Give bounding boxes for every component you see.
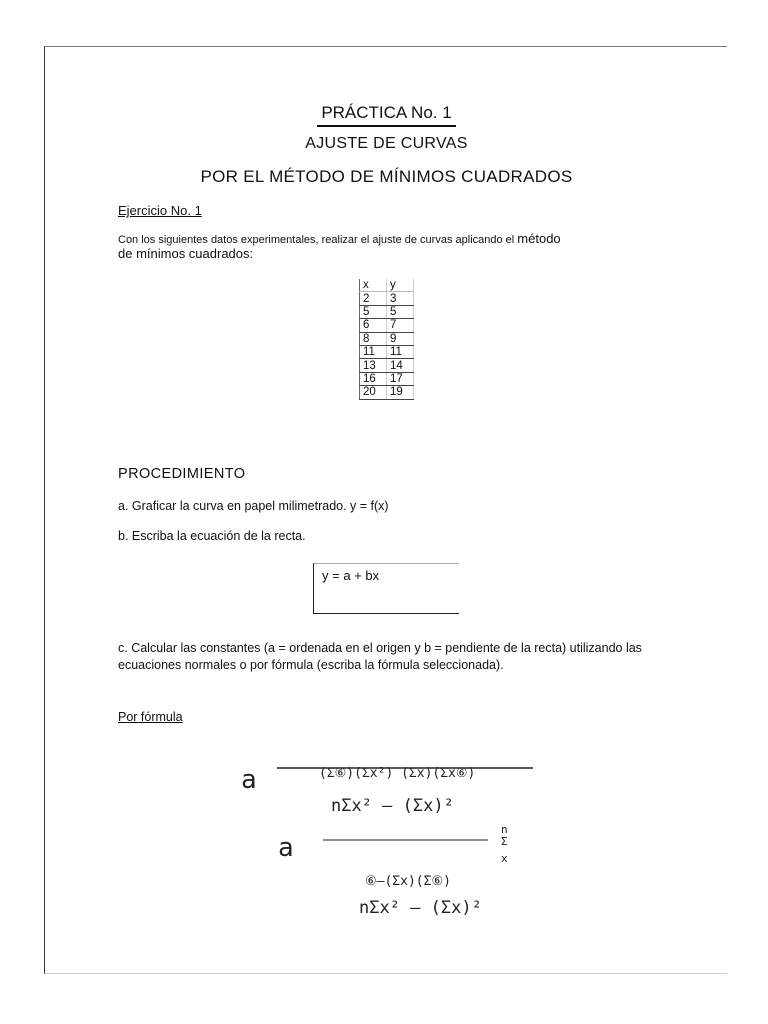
page-subtitle-2: POR EL MÉTODO DE MÍNIMOS CUADRADOS: [200, 167, 573, 186]
table-cell: 5: [360, 305, 387, 318]
page-title: PRÁCTICA No. 1: [45, 103, 728, 127]
formula2-side-top: n: [501, 823, 508, 836]
formula2-numerator: ⑥–(Σx)(Σ⑥): [365, 874, 451, 889]
table-cell: 11: [360, 345, 387, 358]
page-subtitle: AJUSTE DE CURVAS: [305, 135, 468, 152]
step-c-text: c. Calcular las constantes (a = ordenada en el origen y b = pendiente de la recta) utilizando las ecuaciones normales o por fórmula (escriba la fórmula seleccionada).: [118, 641, 642, 672]
exercise-heading: Ejercicio No. 1: [118, 203, 202, 218]
formula2-side-mid: Σ: [501, 835, 508, 848]
table-cell: 13: [360, 359, 387, 372]
formula-heading: Por fórmula: [118, 710, 183, 724]
table-cell: 9: [387, 332, 414, 345]
table-cell: 5: [387, 305, 414, 318]
formula1-numerator: (Σ⑥)(Σx²) (Σx)(Σx⑥): [319, 766, 476, 781]
formula1-denominator: nΣx² – (Σx)²: [331, 796, 454, 816]
intro-large-text-2: de mínimos cuadrados:: [118, 246, 254, 261]
table-cell: 2: [360, 292, 387, 305]
formula2-denominator: nΣx² – (Σx)²: [359, 898, 482, 918]
step-b-text: b. Escriba la ecuación de la recta.: [118, 529, 306, 543]
intro-small-text: Con los siguientes datos experimentales, realizar el ajuste de curvas aplicando el: [118, 234, 515, 246]
table-cell: 3: [387, 292, 414, 305]
table-cell: 20: [360, 386, 387, 399]
step-a-text: a. Graficar la curva en papel milimetrado. y = f(x): [118, 499, 389, 513]
procedure-heading: PROCEDIMIENTO: [118, 466, 246, 482]
table-cell: 7: [387, 319, 414, 332]
table-header-x: x: [360, 279, 387, 292]
formula1-lhs: a: [241, 765, 257, 795]
table-cell: 6: [360, 319, 387, 332]
formula2-side-bot: x: [501, 852, 508, 865]
formula2-lhs: a: [278, 833, 294, 863]
document-page: [44, 46, 727, 974]
table-header-y: y: [387, 279, 414, 292]
table-cell: 8: [360, 332, 387, 345]
table-cell: 16: [360, 372, 387, 385]
table-cell: 17: [387, 372, 414, 385]
table-cell: 11: [387, 345, 414, 358]
table-cell: 19: [387, 386, 414, 399]
formula-area: [45, 47, 728, 975]
table-cell: 14: [387, 359, 414, 372]
equation-text: y = a + bx: [322, 568, 380, 583]
intro-large-text-1: método: [517, 231, 561, 246]
